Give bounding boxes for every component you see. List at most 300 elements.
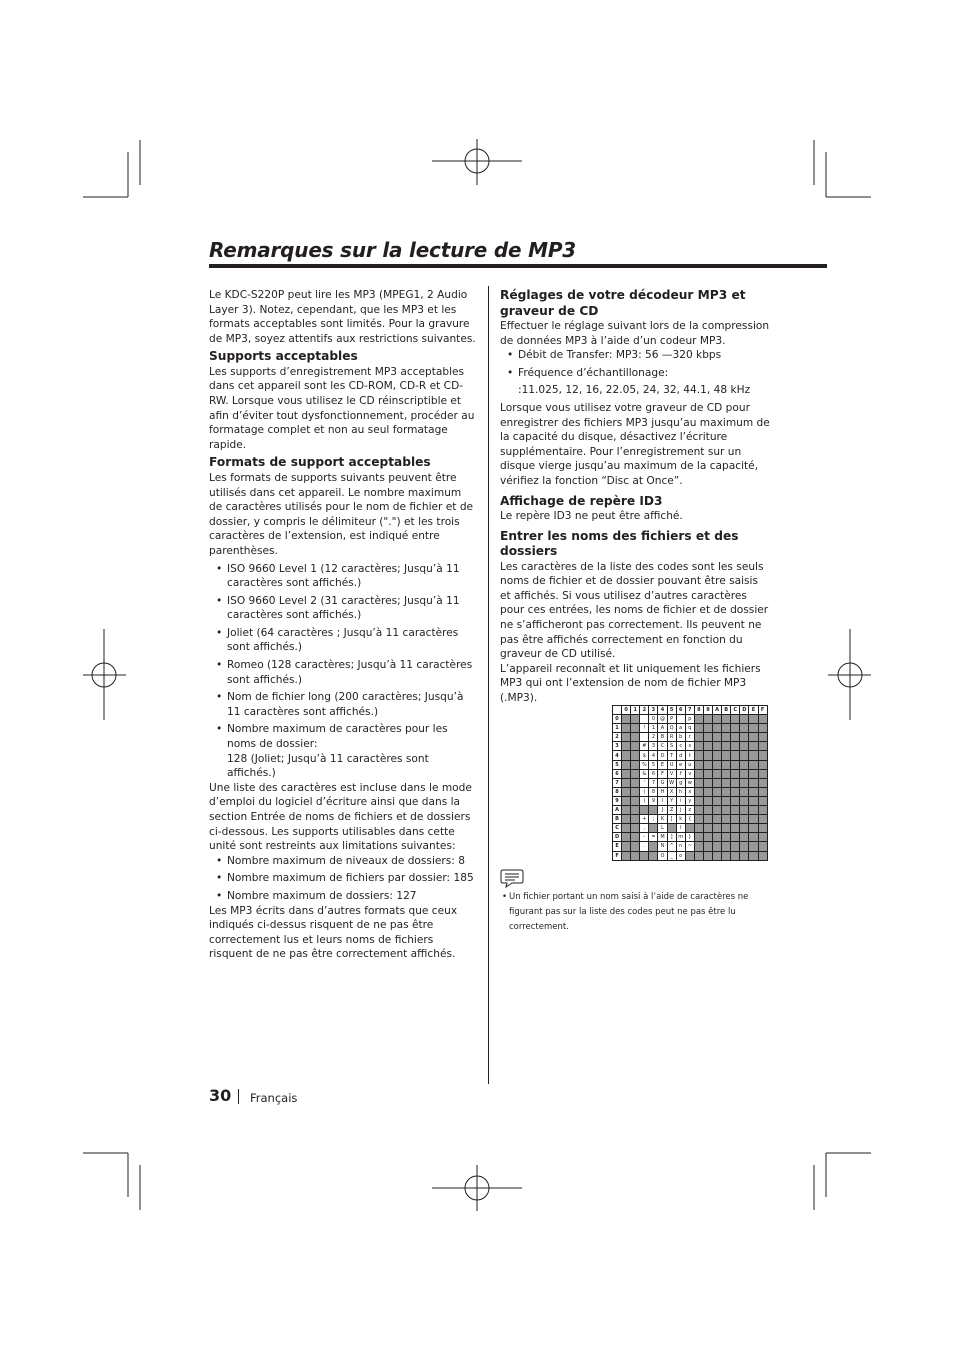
section-paragraph: L’appareil reconnaît et lit uniquement les fichiers MP3 qui ont l’extension de nom de fichier MP3 (.MP3). <box>500 662 761 704</box>
code-table-cell <box>758 733 767 742</box>
code-table-cell <box>731 742 740 751</box>
code-table-cell <box>713 787 722 796</box>
code-table-cell <box>749 751 758 760</box>
code-table-cell: O <box>658 851 667 860</box>
list-item: • Romeo (128 caractères; Jusqu’à 11 caractères sont affichés.) <box>209 658 476 687</box>
code-table-cell <box>749 851 758 860</box>
code-table-cell: R <box>667 733 676 742</box>
code-table-row-header: 9 <box>613 796 622 805</box>
code-table-cell: 6 <box>649 769 658 778</box>
section-paragraph: Les MP3 écrits dans d’autres formats que ceux indiqués ci-dessus risquent de ne pas être correctement lus et leurs noms de fichiers risquent de ne pas être correctement affichés. <box>209 904 458 961</box>
code-table-column-header: 5 <box>667 706 676 715</box>
code-table-cell: w <box>685 778 694 787</box>
code-table-cell: U <box>667 760 676 769</box>
code-table-cell <box>749 842 758 851</box>
code-table-cell: _ <box>667 851 676 860</box>
code-table-cell <box>640 715 649 724</box>
code-table-cell <box>749 787 758 796</box>
code-table-cell <box>667 824 676 833</box>
code-table-cell <box>722 760 731 769</box>
code-table-cell: ^ <box>667 842 676 851</box>
code-table-row <box>613 751 768 760</box>
code-table-row-header: 8 <box>613 787 622 796</box>
code-table-cell: N <box>658 842 667 851</box>
code-table-cell <box>631 815 640 824</box>
code-table-cell <box>740 787 749 796</box>
code-table-cell <box>713 806 722 815</box>
code-table-row-header: 1 <box>613 724 622 733</box>
code-table-cell <box>758 742 767 751</box>
code-table-cell <box>731 851 740 860</box>
code-table-row <box>613 796 768 805</box>
code-table-cell <box>749 742 758 751</box>
code-table-cell: } <box>685 833 694 842</box>
code-table-cell <box>749 806 758 815</box>
code-table-cell: d <box>676 751 685 760</box>
list-continuation: 128 (Joliet; Jusqu’à 11 caractères sont affichés.) <box>227 752 429 780</box>
list-item: • Nombre maximum de dossiers: 127 <box>209 889 476 904</box>
code-table-row <box>613 787 768 796</box>
code-table-cell: h <box>676 787 685 796</box>
code-table-cell <box>713 742 722 751</box>
code-table-cell <box>694 778 703 787</box>
code-table-cell <box>694 851 703 860</box>
code-table-row-header: A <box>613 806 622 815</box>
section-paragraph: Le repère ID3 ne peut être affiché. <box>500 510 683 523</box>
code-table-cell <box>731 815 740 824</box>
code-table-cell <box>622 751 631 760</box>
code-table-cell <box>731 778 740 787</box>
code-table-cell <box>631 733 640 742</box>
code-table-cell <box>749 715 758 724</box>
code-table-cell <box>703 787 712 796</box>
code-table-cell <box>685 824 694 833</box>
code-table-cell: A <box>658 724 667 733</box>
character-code-table <box>612 705 768 861</box>
code-table-cell <box>758 760 767 769</box>
code-table-cell: r <box>685 733 694 742</box>
code-table-cell <box>631 796 640 805</box>
code-table-cell <box>749 769 758 778</box>
encoder-settings-list <box>500 348 772 380</box>
code-table-row <box>613 842 768 851</box>
code-table-cell: ; <box>649 815 658 824</box>
code-table-row-header: F <box>613 851 622 860</box>
code-table-cell <box>631 806 640 815</box>
code-table-cell: ) <box>640 796 649 805</box>
section-paragraph: Les formats de supports suivants peuvent être utilisés dans cet appareil. Le nombre maximum de caractères utilisés pour le nom de fichier et de dossier, y compris le délimiteur (".") et les trois caractères de l’extension, est indiqué entre parenthèses. <box>209 471 474 557</box>
code-table-cell <box>713 815 722 824</box>
footer-language: Français <box>250 1091 298 1105</box>
code-table-cell <box>758 778 767 787</box>
code-table-cell: g <box>676 778 685 787</box>
code-table-row-header: 4 <box>613 751 622 760</box>
code-table-header-row <box>613 706 768 715</box>
code-table-cell: z <box>685 806 694 815</box>
code-table-cell: t <box>685 751 694 760</box>
code-table-cell: H <box>658 787 667 796</box>
section-heading: Formats de support acceptables <box>209 455 431 470</box>
code-table-cell <box>703 733 712 742</box>
code-table-row-header: D <box>613 833 622 842</box>
code-table-cell <box>731 824 740 833</box>
formats-list <box>209 562 476 752</box>
code-table-row <box>613 715 768 724</box>
code-table-cell: X <box>667 787 676 796</box>
code-table-cell <box>640 733 649 742</box>
list-item: • Nom de fichier long (200 caractères; Jusqu’à 11 caractères sont affichés.) <box>209 690 476 719</box>
memo-note-icon <box>500 869 524 888</box>
code-table-cell: J <box>658 806 667 815</box>
list-item: • Nombre maximum de niveaux de dossiers: 8 <box>209 854 476 869</box>
code-table-cell <box>731 760 740 769</box>
code-table-cell: 5 <box>649 760 658 769</box>
code-table-cell: Y <box>667 796 676 805</box>
code-table-cell <box>731 833 740 842</box>
code-table-cell: n <box>676 842 685 851</box>
page-title: Remarques sur la lecture de MP3 <box>209 238 577 262</box>
code-table-cell <box>758 751 767 760</box>
code-table-cell <box>740 796 749 805</box>
code-table-cell: = <box>649 833 658 842</box>
code-table-cell <box>694 806 703 815</box>
code-table-cell <box>622 842 631 851</box>
code-table-cell <box>758 787 767 796</box>
code-table-cell: 7 <box>649 778 658 787</box>
code-table-cell <box>703 751 712 760</box>
code-table-cell: K <box>658 815 667 824</box>
code-table-column-header: 9 <box>703 706 712 715</box>
code-table-cell: + <box>640 815 649 824</box>
code-table-cell: - <box>640 833 649 842</box>
code-table-row <box>613 742 768 751</box>
code-table-cell: ~ <box>685 842 694 851</box>
code-table-cell: 4 <box>649 751 658 760</box>
code-table-cell <box>758 769 767 778</box>
code-table-cell <box>731 733 740 742</box>
code-table-cell: { <box>685 815 694 824</box>
code-table-cell <box>631 824 640 833</box>
code-table-cell <box>631 842 640 851</box>
code-table-cell <box>694 769 703 778</box>
code-table-cell <box>631 778 640 787</box>
code-table-cell: 2 <box>649 733 658 742</box>
code-table-cell <box>713 824 722 833</box>
intro-paragraph: Le KDC-S220P peut lire les MP3 (MPEG1, 2 Audio Layer 3). Notez, cependant, que les MP3 et les formats acceptables sont limités. Pour la gravure de MP3, soyez attentifs aux restrictions suivantes. <box>209 289 476 345</box>
code-table-cell: c <box>676 742 685 751</box>
code-table-cell <box>713 760 722 769</box>
code-table-cell <box>722 778 731 787</box>
code-table-row <box>613 806 768 815</box>
code-table-column-header: B <box>722 706 731 715</box>
code-table-cell <box>749 833 758 842</box>
code-table-cell <box>694 724 703 733</box>
code-table-cell: Z <box>667 806 676 815</box>
code-table-cell <box>758 824 767 833</box>
code-table-cell <box>722 724 731 733</box>
code-table-cell <box>622 778 631 787</box>
code-table-cell <box>713 796 722 805</box>
code-table-row-header: 3 <box>613 742 622 751</box>
code-table-cell <box>749 733 758 742</box>
code-table-cell <box>722 796 731 805</box>
code-table-cell: V <box>667 769 676 778</box>
code-table-cell <box>703 833 712 842</box>
code-table-cell <box>722 842 731 851</box>
code-table-cell <box>758 833 767 842</box>
code-table-cell <box>722 769 731 778</box>
code-table-cell <box>631 851 640 860</box>
footer-separator <box>238 1089 239 1104</box>
code-table-cell: [ <box>667 815 676 824</box>
code-table-column-header: D <box>740 706 749 715</box>
code-table-cell <box>631 787 640 796</box>
code-table-cell <box>703 742 712 751</box>
code-table-cell <box>722 715 731 724</box>
code-table-cell <box>694 824 703 833</box>
right-column <box>500 288 772 706</box>
code-table-cell <box>640 851 649 860</box>
code-table-cell <box>622 806 631 815</box>
code-table-column-header: A <box>713 706 722 715</box>
code-table-cell <box>622 769 631 778</box>
code-table-cell: 9 <box>649 796 658 805</box>
code-table-cell: % <box>640 760 649 769</box>
code-table-cell <box>694 787 703 796</box>
code-table-cell <box>694 842 703 851</box>
code-table-cell <box>722 824 731 833</box>
code-table-cell <box>713 851 722 860</box>
code-table-row <box>613 724 768 733</box>
code-table-cell <box>749 824 758 833</box>
code-table-cell <box>694 815 703 824</box>
code-table-row <box>613 815 768 824</box>
code-table-cell <box>631 724 640 733</box>
code-table-cell <box>622 787 631 796</box>
code-table-column-header: 7 <box>685 706 694 715</box>
code-table-row-header: E <box>613 842 622 851</box>
code-table-cell: & <box>640 769 649 778</box>
code-table-cell <box>740 851 749 860</box>
code-table-cell <box>703 724 712 733</box>
note-text: • Un fichier portant un nom saisi à l’aide de caractères ne figurant pas sur la liste des codes peut ne pas être lu correctement. <box>499 890 774 934</box>
code-table-cell: a <box>676 724 685 733</box>
code-table-cell <box>722 787 731 796</box>
code-table-cell <box>740 751 749 760</box>
code-table-cell: ! <box>640 724 649 733</box>
code-table-column-header: 6 <box>676 706 685 715</box>
code-table-cell <box>722 742 731 751</box>
code-table-cell <box>694 733 703 742</box>
code-table-cell <box>694 796 703 805</box>
code-table-cell: f <box>676 769 685 778</box>
code-table-cell <box>713 778 722 787</box>
code-table-cell: T <box>667 751 676 760</box>
code-table-cell: G <box>658 778 667 787</box>
code-table-cell: p <box>685 715 694 724</box>
code-table-cell <box>640 806 649 815</box>
code-table-cell <box>703 842 712 851</box>
code-table-cell <box>631 751 640 760</box>
code-table-row <box>613 769 768 778</box>
list-item: • Fréquence d’échantillonage: <box>500 366 772 381</box>
title-rule <box>209 264 827 268</box>
code-table-row-header: C <box>613 824 622 833</box>
code-table-cell <box>740 778 749 787</box>
code-table-cell: @ <box>658 715 667 724</box>
code-table-cell <box>740 824 749 833</box>
code-table-column-header: 2 <box>640 706 649 715</box>
code-table-cell <box>622 833 631 842</box>
code-table-cell: x <box>685 787 694 796</box>
list-item: • ISO 9660 Level 2 (31 caractères; Jusqu’à 11 caractères sont affichés.) <box>209 594 476 623</box>
code-table-row <box>613 778 768 787</box>
code-table-cell <box>758 806 767 815</box>
section-paragraph: Les supports d’enregistrement MP3 acceptables dans cet appareil sont les CD-ROM, CD-R et CD-RW. Lorsque vous utilisez le CD réinscriptible et afin d’éviter tout dysfonctionnement, procéder au formatage complet et non au seul formatage rapide. <box>209 365 475 451</box>
code-table-cell <box>622 733 631 742</box>
code-table-cell <box>631 769 640 778</box>
code-table-cell: i <box>676 796 685 805</box>
code-table-cell <box>631 742 640 751</box>
code-table-cell <box>758 851 767 860</box>
code-table-cell <box>622 742 631 751</box>
code-table-cell <box>631 715 640 724</box>
code-table-row <box>613 760 768 769</box>
code-table-cell <box>740 833 749 842</box>
code-table-cell: C <box>658 742 667 751</box>
page-number: 30 <box>209 1086 232 1105</box>
code-table-column-header: 8 <box>694 706 703 715</box>
code-table-cell <box>731 806 740 815</box>
section-paragraph: Une liste des caractères est incluse dans le mode d’emploi du logiciel d’écriture ainsi que dans la section Entrée de noms de fichiers et de dossiers ci-dessous. Les supports utilisables dans cette unité sont restreints aux limitations suivantes: <box>209 781 472 853</box>
code-table-row-header: 0 <box>613 715 622 724</box>
code-table-cell <box>713 769 722 778</box>
code-table-row <box>613 733 768 742</box>
code-table-cell: I <box>658 796 667 805</box>
code-table-cell <box>758 815 767 824</box>
code-table-cell: b <box>676 733 685 742</box>
code-table-cell: k <box>676 815 685 824</box>
code-table-cell <box>703 760 712 769</box>
code-table-cell <box>694 742 703 751</box>
code-table-cell <box>649 824 658 833</box>
code-table-cell: Q <box>667 724 676 733</box>
code-table-cell: 8 <box>649 787 658 796</box>
code-table-column-header: C <box>731 706 740 715</box>
code-table-cell <box>703 715 712 724</box>
code-table-cell <box>758 715 767 724</box>
list-item: • Nombre maximum de fichiers par dossier: 185 <box>209 871 476 886</box>
code-table-cell <box>722 833 731 842</box>
code-table-row <box>613 851 768 860</box>
code-table-cell <box>722 806 731 815</box>
code-table-cell: 1 <box>649 724 658 733</box>
code-table-cell <box>694 760 703 769</box>
code-table-cell <box>631 833 640 842</box>
code-table-cell <box>731 769 740 778</box>
section-heading: Affichage de repère ID3 <box>500 493 663 508</box>
code-table-cell <box>649 806 658 815</box>
code-table-cell: L <box>658 824 667 833</box>
code-table-cell <box>649 842 658 851</box>
code-table-cell: 3 <box>649 742 658 751</box>
code-table-cell <box>740 724 749 733</box>
code-table-cell: P <box>667 715 676 724</box>
code-table-cell: v <box>685 769 694 778</box>
code-table-cell: y <box>685 796 694 805</box>
code-table-cell <box>713 724 722 733</box>
code-table-cell <box>622 851 631 860</box>
list-item: • ISO 9660 Level 1 (12 caractères; Jusqu’à 11 caractères sont affichés.) <box>209 562 476 591</box>
code-table-cell <box>703 851 712 860</box>
code-table-cell <box>622 815 631 824</box>
list-item: • Joliet (64 caractères ; Jusqu’à 11 caractères sont affichés.) <box>209 626 476 655</box>
code-table-cell: S <box>667 742 676 751</box>
code-table-cell <box>713 842 722 851</box>
code-table-cell <box>758 724 767 733</box>
code-table-cell: e <box>676 760 685 769</box>
code-table-cell: M <box>658 833 667 842</box>
code-table-cell <box>758 796 767 805</box>
code-table-cell <box>622 824 631 833</box>
limits-list <box>209 854 476 904</box>
section-paragraph: Les caractères de la liste des codes sont les seuls noms de fichier et de dossier pouvant être saisis et affichés. Si vous utilisez d’autres caractères pour ces entrées, les noms de fichier et de dossier ne s’afficheront pas correctement. Ils peuvent ne pas être affichés correctement en fonction du graveur de CD utilisé. <box>500 560 769 661</box>
code-table-cell: E <box>658 760 667 769</box>
frequency-values: :11.025, 12, 16, 22.05, 24, 32, 44.1, 48 kHz <box>518 384 751 397</box>
section-paragraph: Lorsque vous utilisez votre graveur de CD pour enregistrer des fichiers MP3 jusqu’au maximum de la capacité du disque, désactivez l’écriture supplémentaire. Pour l’enregistrement sur un disque vierge jusqu’au maximum de la capacité, vérifiez la fonction “Disc at Once”. <box>500 401 770 487</box>
code-table-cell <box>703 778 712 787</box>
code-table-row <box>613 824 768 833</box>
code-table-cell <box>740 760 749 769</box>
code-table-cell <box>703 769 712 778</box>
code-table-cell: 0 <box>649 715 658 724</box>
code-table-corner <box>613 706 622 715</box>
code-table-cell <box>685 851 694 860</box>
code-table-cell <box>749 796 758 805</box>
code-table-cell <box>676 715 685 724</box>
code-table-cell <box>749 724 758 733</box>
code-table-cell: $ <box>640 751 649 760</box>
code-table-cell: . <box>640 842 649 851</box>
code-table-cell <box>740 742 749 751</box>
code-table-cell <box>731 724 740 733</box>
code-table-cell: D <box>658 751 667 760</box>
note-list <box>499 890 774 934</box>
code-table-row-header: 7 <box>613 778 622 787</box>
code-table-cell <box>722 851 731 860</box>
code-table-cell <box>731 787 740 796</box>
code-table-cell: o <box>676 851 685 860</box>
section-heading: Entrer les noms des fichiers et des dossiers <box>500 528 739 559</box>
code-table-cell <box>758 842 767 851</box>
code-table-cell <box>749 778 758 787</box>
list-item: • Nombre maximum de caractères pour les noms de dossier: <box>209 722 476 751</box>
code-table-cell <box>722 733 731 742</box>
code-table-cell <box>731 842 740 851</box>
code-table-cell <box>622 724 631 733</box>
code-table-cell: W <box>667 778 676 787</box>
code-table-cell <box>731 796 740 805</box>
code-table-cell: ] <box>667 833 676 842</box>
code-table-cell <box>649 851 658 860</box>
code-table-cell <box>703 824 712 833</box>
code-table-cell <box>703 815 712 824</box>
code-table-row-header: B <box>613 815 622 824</box>
code-table-row <box>613 833 768 842</box>
code-table-cell <box>740 842 749 851</box>
section-heading: Réglages de votre décodeur MP3 et graveur de CD <box>500 288 746 318</box>
code-table-column-header: 1 <box>631 706 640 715</box>
